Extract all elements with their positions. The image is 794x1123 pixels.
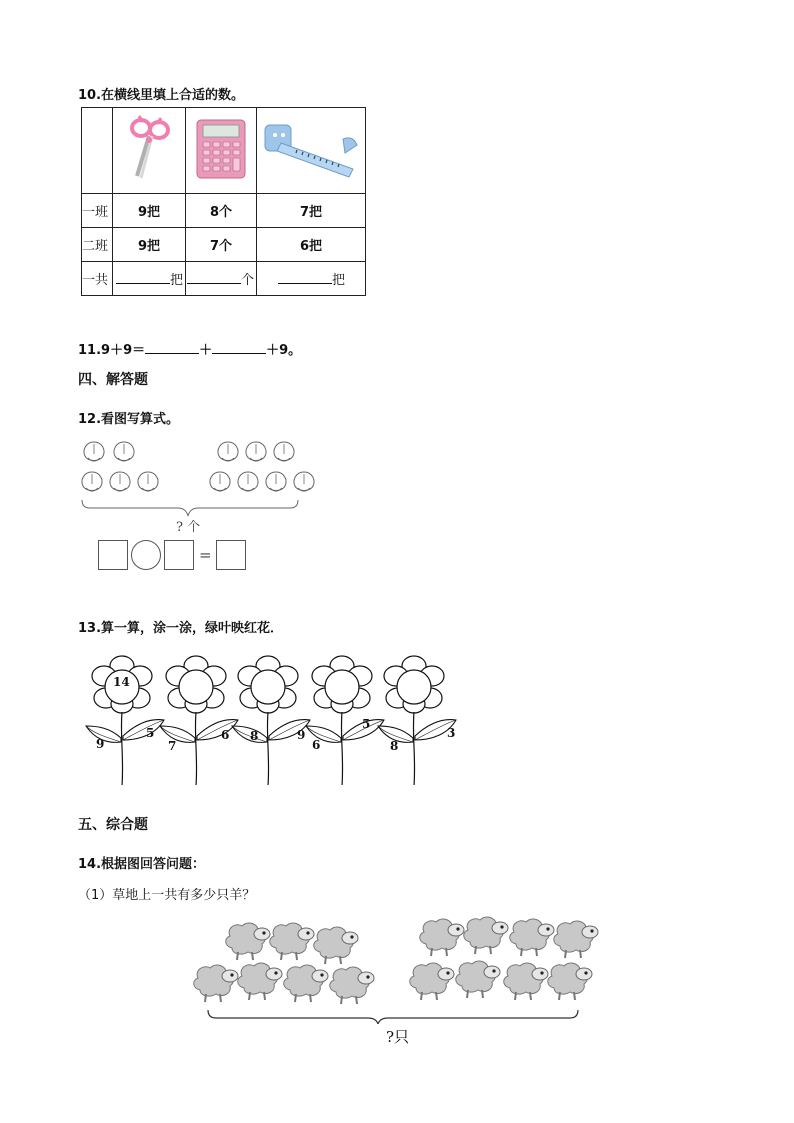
q12-box-1[interactable] (98, 540, 128, 570)
q12-operator-circle[interactable] (131, 540, 161, 570)
q10-title: 10.在横线里填上合适的数。 (78, 88, 245, 103)
ruler-image-cell (257, 108, 366, 194)
flower-2-left-leaf-number: 7 (168, 739, 177, 753)
header-empty-cell (82, 108, 113, 194)
row-label-total: 一共 (82, 262, 113, 296)
total-scissors-blank[interactable] (116, 270, 170, 284)
total-calculator-cell (186, 262, 257, 296)
q12-brace-label: ? 个 (176, 520, 201, 535)
q14-sheep-illustration (190, 912, 610, 1024)
calculator-icon (195, 118, 247, 180)
total-ruler-cell (257, 262, 366, 296)
row-label-class2: 二班 (82, 228, 113, 262)
section-5-heading: 五、综合题 (78, 817, 148, 833)
q11-line (78, 339, 301, 358)
q11-prefix: 11.9＋9＝ (78, 343, 146, 358)
flower-1-right-leaf-number: 5 (146, 726, 155, 740)
q11-plus: ＋ (199, 343, 213, 358)
class1-calculator: 8个 (186, 194, 257, 228)
calculator-image-cell (186, 108, 257, 194)
flower-2-right-leaf-number: 6 (221, 728, 230, 742)
total-scissors-unit: 把 (169, 273, 183, 288)
flower-5-right-leaf-number: 3 (447, 726, 456, 740)
q11-blank-1[interactable] (145, 340, 199, 354)
total-scissors-cell (113, 262, 186, 296)
q13-title: 13.算一算，涂一涂，绿叶映红花． (78, 621, 284, 636)
total-calculator-unit: 个 (240, 273, 254, 288)
q13-flowers (78, 650, 478, 785)
flower-4-right-leaf-number: 5 (362, 717, 371, 731)
class2-ruler: 6把 (257, 228, 366, 262)
flower-1-center-number: 14 (113, 675, 130, 689)
row-label-class1: 一班 (82, 194, 113, 228)
class2-scissors: 9把 (113, 228, 186, 262)
total-ruler-blank[interactable] (278, 270, 332, 284)
q14-subquestion-1: （1）草地上一共有多少只羊？ (78, 888, 256, 903)
q12-box-2[interactable] (164, 540, 194, 570)
flower-3-right-leaf-number: 9 (297, 728, 306, 742)
flower-4-left-leaf-number: 6 (312, 738, 321, 752)
q11-suffix: ＋9。 (266, 343, 302, 358)
q14-brace-label: ?只 (386, 1028, 410, 1046)
q11-blank-2[interactable] (212, 340, 266, 354)
class1-ruler: 7把 (257, 194, 366, 228)
scissors-icon (119, 114, 179, 184)
flower-5-left-leaf-number: 8 (390, 739, 399, 753)
q14-title: 14.根据图回答问题： (78, 857, 206, 872)
ruler-icon (261, 117, 361, 181)
q12-peaches-illustration (78, 432, 328, 532)
class1-scissors: 9把 (113, 194, 186, 228)
q12-equals: = (199, 546, 212, 564)
section-4-heading: 四、解答题 (78, 372, 148, 388)
total-calculator-blank[interactable] (187, 270, 241, 284)
q12-box-result[interactable] (216, 540, 246, 570)
class2-calculator: 7个 (186, 228, 257, 262)
flower-3-left-leaf-number: 8 (250, 729, 259, 743)
total-ruler-unit: 把 (331, 273, 345, 288)
flower-1-left-leaf-number: 9 (96, 737, 105, 751)
q12-title: 12.看图写算式。 (78, 412, 180, 427)
q10-table (81, 107, 366, 296)
scissors-image-cell (113, 108, 186, 194)
